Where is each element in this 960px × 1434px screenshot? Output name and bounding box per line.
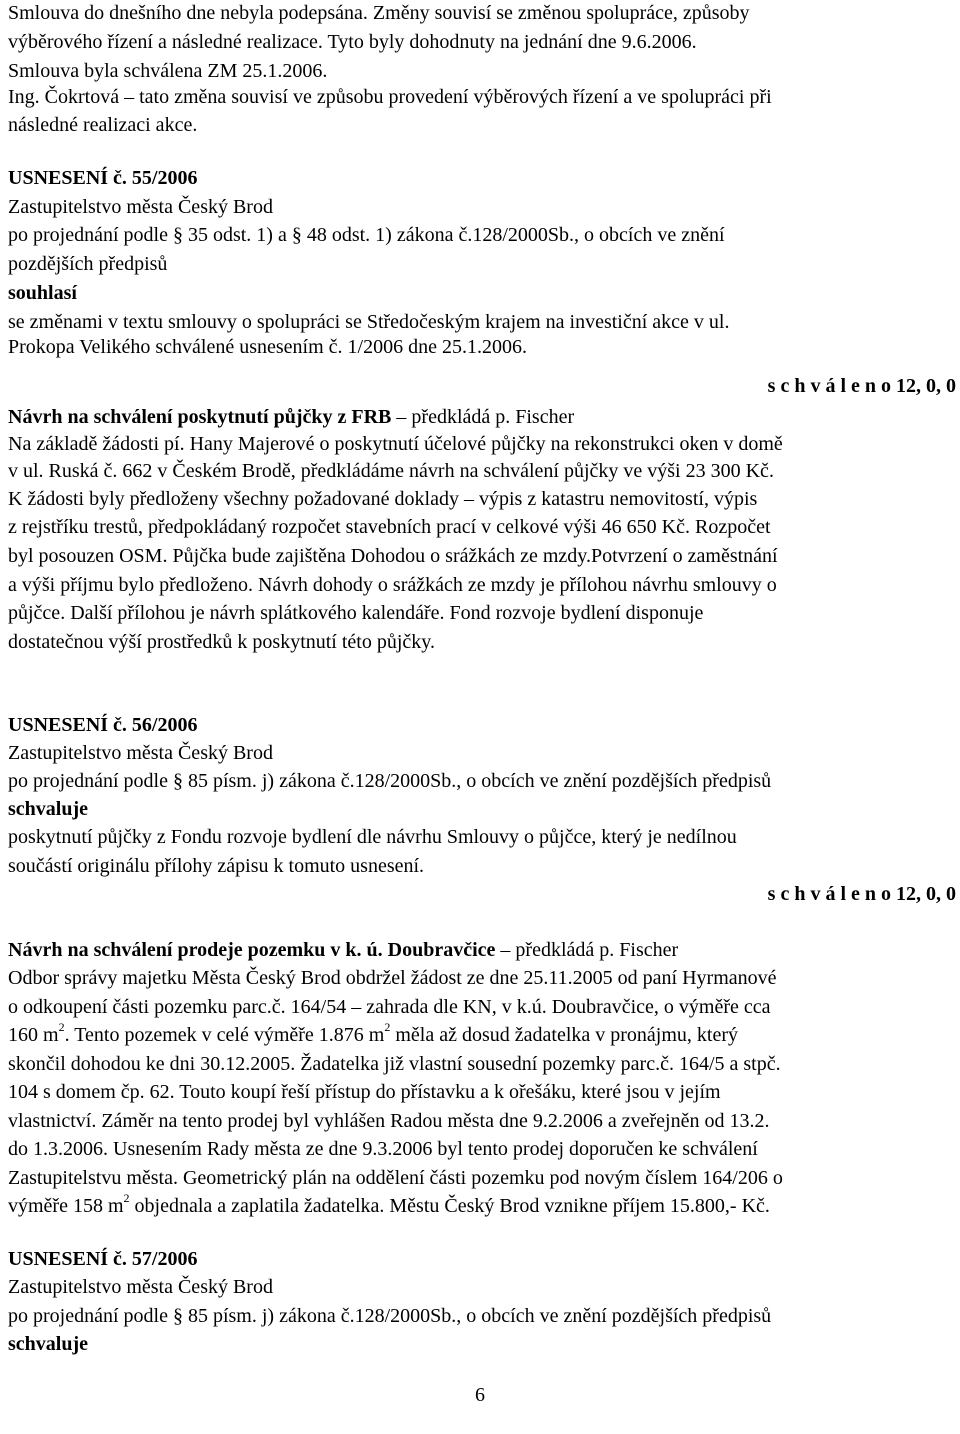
resolution-title-label: USNESENÍ č.	[8, 1248, 127, 1270]
land-paragraph-line-7: do 1.3.2006. Usnesením Rady města ze dne 9.3.2006 byl tento prodej doporučen ke schválení	[8, 1138, 758, 1160]
intro-line-2: výběrového řízení a následné realizace. Tyto byly dohodnuty na jednání dne 9.6.2006.	[8, 31, 697, 53]
resolution-55-body: Zastupitelstvo města Český Brod	[8, 196, 273, 218]
resolution-number: 57/2006	[126, 1248, 198, 1270]
land-heading	[8, 937, 678, 963]
loan-heading	[8, 404, 574, 430]
resolution-55-text-2: Prokopa Velikého schválené usnesením č. 1/2006 dne 25.1.2006.	[8, 336, 527, 358]
resolution-55-basis-cont: pozdějších předpisů	[8, 253, 168, 275]
intro-line-3: Smlouva byla schválena ZM 25.1.2006.	[8, 60, 328, 82]
resolution-55-basis: po projednání podle § 35 odst. 1) a § 48 odst. 1) zákona č.128/2000Sb., o obcích ve znění	[8, 224, 725, 246]
loan-paragraph-line-4: z rejstříku trestů, předpokládaný rozpočet stavebních prací v celkové výši 46 650 Kč. Rozpočet	[8, 516, 771, 538]
resolution-56-text-2: součástí originálu přílohy zápisu k tomuto usnesení.	[8, 855, 425, 877]
resolution-55-verb: souhlasí	[8, 282, 77, 304]
resolution-56-verb: schvaluje	[8, 798, 88, 820]
land-text: výměře 158 m	[8, 1195, 124, 1217]
loan-paragraph-line-7: půjčce. Další přílohou je návrh splátkového kalendáře. Fond rozvoje bydlení disponuje	[8, 602, 704, 624]
resolution-57-title	[8, 1246, 197, 1272]
loan-presenter: – předkládá p. Fischer	[391, 406, 575, 428]
loan-paragraph-line-2: v ul. Ruská č. 662 v Českém Brodě, předkládáme návrh na schválení půjčky ve výši 23 300 Kč.	[8, 460, 774, 482]
resolution-55-vote: s c h v á l e n o 12, 0, 0	[767, 375, 956, 397]
land-heading-title: Návrh na schválení prodeje pozemku v k. ú. Doubravčice	[8, 939, 496, 961]
loan-paragraph-line-3: K žádosti byly předloženy všechny požadované doklady – výpis z katastru nemovitostí, výpis	[8, 488, 758, 510]
superscript: 2	[384, 1020, 391, 1035]
intro-line-1: Smlouva do dnešního dne nebyla podepsána. Změny souvisí se změnou spolupráce, způsoby	[8, 2, 750, 24]
intro-line-4: Ing. Čokrtová – tato změna souvisí ve způsobu provedení výběrových řízení a ve spolupráci při	[8, 86, 772, 108]
land-text: . Tento pozemek v celé výměře 1.876 m	[64, 1024, 385, 1046]
loan-paragraph-line-8: dostatečnou výší prostředků k poskytnutí této půjčky.	[8, 631, 435, 653]
land-paragraph-line-2: o odkoupení části pozemku parc.č. 164/54 – zahrada dle KN, v k.ú. Doubravčice, o výměře cca	[8, 996, 771, 1018]
resolution-title-label: USNESENÍ č.	[8, 167, 127, 189]
land-presenter: – předkládá p. Fischer	[495, 939, 679, 961]
resolution-56-basis: po projednání podle § 85 písm. j) zákona č.128/2000Sb., o obcích ve znění pozdějších předpisů	[8, 770, 772, 792]
land-paragraph-line-5: 104 s domem čp. 62. Touto koupí řeší přístup do přístavku a k ořešáku, které jsou v jejím	[8, 1081, 721, 1103]
resolution-57-body: Zastupitelstvo města Český Brod	[8, 1276, 273, 1298]
land-text: měla až dosud žadatelka v pronájmu, který	[390, 1024, 739, 1046]
loan-paragraph-line-1: Na základě žádosti pí. Hany Majerové o poskytnutí účelové půjčky na rekonstrukci oken v domě	[8, 433, 783, 455]
resolution-title-label: USNESENÍ č.	[8, 714, 127, 736]
land-text: 160 m	[8, 1024, 59, 1046]
resolution-56-text-1: poskytnutí půjčky z Fondu rozvoje bydlení dle návrhu Smlouvy o půjčce, který je nedílnou	[8, 826, 737, 848]
resolution-57-basis: po projednání podle § 85 písm. j) zákona č.128/2000Sb., o obcích ve znění pozdějších předpisů	[8, 1305, 772, 1327]
land-paragraph-line-3	[8, 1022, 738, 1048]
loan-paragraph-line-6: a výši příjmu bylo předloženo. Návrh dohody o srážkách ze mzdy je přílohou návrhu smlouvy o	[8, 574, 777, 596]
resolution-55-text-1: se změnami v textu smlouvy o spolupráci se Středočeským krajem na investiční akce v ul.	[8, 311, 730, 333]
loan-heading-title: Návrh na schválení poskytnutí půjčky z FRB	[8, 406, 392, 428]
page-number: 6	[475, 1384, 485, 1406]
superscript: 2	[123, 1191, 130, 1206]
superscript: 2	[58, 1020, 65, 1035]
land-text: objednala a zaplatila žadatelka. Městu Český Brod vznikne příjem 15.800,- Kč.	[129, 1195, 770, 1217]
land-paragraph-line-1: Odbor správy majetku Města Český Brod obdržel žádost ze dne 25.11.2005 od paní Hyrmanové	[8, 967, 777, 989]
land-paragraph-line-9	[8, 1193, 770, 1219]
resolution-56-title	[8, 712, 197, 738]
land-paragraph-line-8: Zastupitelstvu města. Geometrický plán na oddělení části pozemku pod novým číslem 164/206 o	[8, 1167, 783, 1189]
resolution-56-vote: s c h v á l e n o 12, 0, 0	[767, 883, 956, 905]
resolution-55-title	[8, 165, 197, 191]
resolution-number: 56/2006	[126, 714, 198, 736]
intro-line-5: následné realizaci akce.	[8, 114, 198, 136]
loan-paragraph-line-5: byl posouzen OSM. Půjčka bude zajištěna Dohodou o srážkách ze mzdy.Potvrzení o zaměstnání	[8, 545, 778, 567]
resolution-57-verb: schvaluje	[8, 1333, 88, 1355]
land-paragraph-line-6: vlastnictví. Záměr na tento prodej byl vyhlášen Radou města dne 9.2.2006 a zveřejněn od 13.2.	[8, 1110, 770, 1132]
land-paragraph-line-4: skončil dohodou ke dni 30.12.2005. Žadatelka již vlastní sousední pozemky parc.č. 164/5 a stpč.	[8, 1053, 781, 1075]
resolution-56-body: Zastupitelstvo města Český Brod	[8, 742, 273, 764]
resolution-number: 55/2006	[126, 167, 198, 189]
